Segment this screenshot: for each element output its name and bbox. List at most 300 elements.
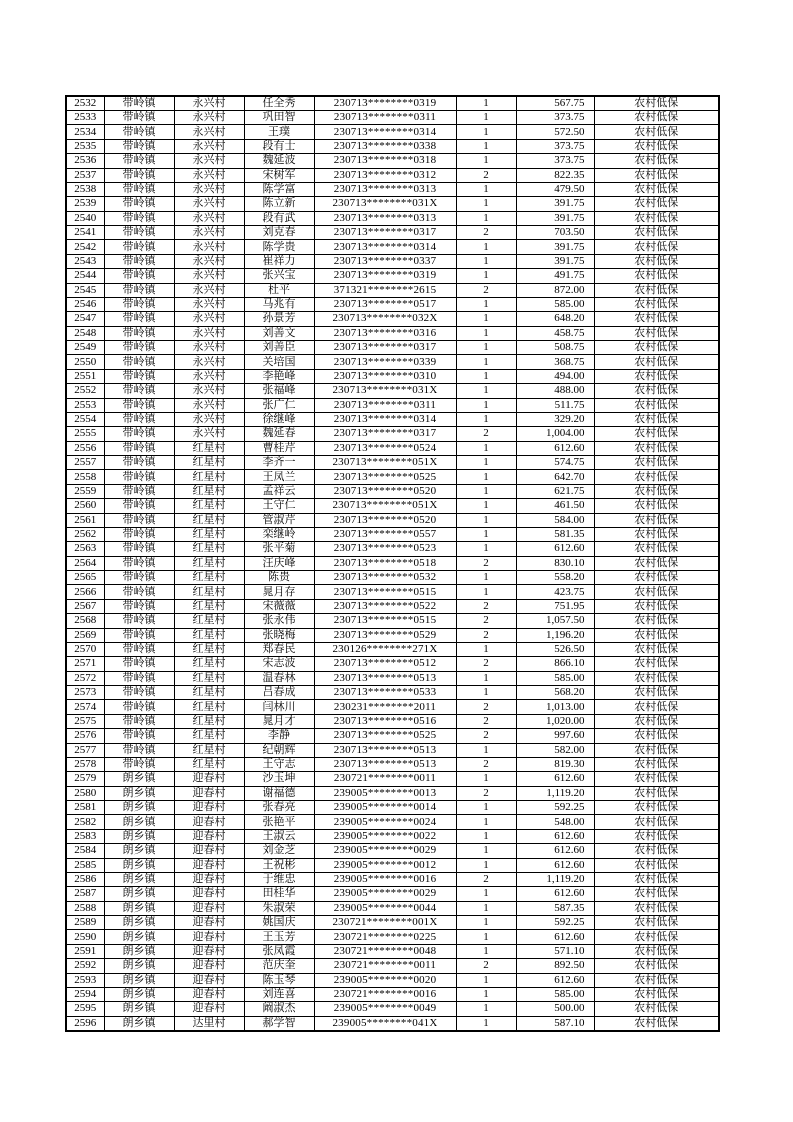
- table-row: [66, 743, 719, 757]
- table-row: [66, 757, 719, 771]
- cell-village: 迎春村: [174, 772, 244, 786]
- cell-town: 带岭镇: [104, 585, 174, 599]
- cell-id: 230231********2011: [314, 700, 456, 714]
- cell-id: 230713********0515: [314, 614, 456, 628]
- cell-category: 农村低保: [594, 297, 719, 311]
- cell-amount: 479.50: [516, 182, 594, 196]
- table-row: [66, 240, 719, 254]
- cell-category: 农村低保: [594, 269, 719, 283]
- cell-amount: 612.60: [516, 441, 594, 455]
- cell-count: 2: [456, 168, 516, 182]
- cell-seq: 2566: [66, 585, 104, 599]
- table-row: [66, 369, 719, 383]
- cell-count: 2: [456, 427, 516, 441]
- table-row: [66, 556, 719, 570]
- cell-id: 230713********0313: [314, 211, 456, 225]
- cell-id: 230713********0319: [314, 96, 456, 111]
- cell-id: 239005********0044: [314, 901, 456, 915]
- table-row: [66, 686, 719, 700]
- cell-town: 朗乡镇: [104, 973, 174, 987]
- cell-name: 张福峰: [244, 384, 314, 398]
- cell-seq: 2547: [66, 312, 104, 326]
- cell-amount: 1,119.20: [516, 872, 594, 886]
- cell-category: 农村低保: [594, 427, 719, 441]
- cell-id: 230713********0319: [314, 269, 456, 283]
- cell-name: 管淑芹: [244, 513, 314, 527]
- cell-category: 农村低保: [594, 801, 719, 815]
- cell-category: 农村低保: [594, 714, 719, 728]
- cell-category: 农村低保: [594, 686, 719, 700]
- table-row: [66, 585, 719, 599]
- cell-village: 迎春村: [174, 786, 244, 800]
- cell-town: 带岭镇: [104, 642, 174, 656]
- cell-town: 朗乡镇: [104, 829, 174, 843]
- cell-count: 1: [456, 513, 516, 527]
- cell-seq: 2562: [66, 527, 104, 541]
- cell-name: 姚国庆: [244, 916, 314, 930]
- cell-town: 带岭镇: [104, 513, 174, 527]
- cell-village: 红星村: [174, 743, 244, 757]
- cell-village: 迎春村: [174, 916, 244, 930]
- cell-category: 农村低保: [594, 944, 719, 958]
- cell-count: 1: [456, 542, 516, 556]
- cell-name: 温春林: [244, 671, 314, 685]
- cell-name: 刘善文: [244, 326, 314, 340]
- cell-seq: 2534: [66, 125, 104, 139]
- cell-category: 农村低保: [594, 887, 719, 901]
- cell-seq: 2568: [66, 614, 104, 628]
- cell-category: 农村低保: [594, 154, 719, 168]
- cell-seq: 2586: [66, 872, 104, 886]
- cell-count: 1: [456, 154, 516, 168]
- cell-category: 农村低保: [594, 628, 719, 642]
- cell-id: 239005********0024: [314, 815, 456, 829]
- cell-seq: 2595: [66, 1002, 104, 1016]
- cell-id: 230721********0011: [314, 772, 456, 786]
- cell-count: 1: [456, 743, 516, 757]
- cell-name: 郝学智: [244, 1016, 314, 1031]
- cell-amount: 822.35: [516, 168, 594, 182]
- cell-name: 张永伟: [244, 614, 314, 628]
- cell-count: 1: [456, 801, 516, 815]
- cell-town: 带岭镇: [104, 628, 174, 642]
- cell-count: 2: [456, 657, 516, 671]
- cell-amount: 391.75: [516, 240, 594, 254]
- cell-count: 1: [456, 829, 516, 843]
- cell-village: 永兴村: [174, 125, 244, 139]
- cell-count: 2: [456, 283, 516, 297]
- cell-seq: 2536: [66, 154, 104, 168]
- table-row: [66, 297, 719, 311]
- cell-village: 永兴村: [174, 283, 244, 297]
- cell-name: 阚淑杰: [244, 1002, 314, 1016]
- cell-seq: 2542: [66, 240, 104, 254]
- cell-category: 农村低保: [594, 341, 719, 355]
- cell-count: 1: [456, 398, 516, 412]
- cell-count: 1: [456, 269, 516, 283]
- table-row: [66, 887, 719, 901]
- cell-seq: 2544: [66, 269, 104, 283]
- cell-seq: 2550: [66, 355, 104, 369]
- cell-seq: 2583: [66, 829, 104, 843]
- cell-village: 永兴村: [174, 297, 244, 311]
- cell-count: 2: [456, 757, 516, 771]
- cell-village: 红星村: [174, 585, 244, 599]
- cell-id: 230713********0516: [314, 714, 456, 728]
- table-row: [66, 527, 719, 541]
- cell-village: 迎春村: [174, 815, 244, 829]
- cell-count: 2: [456, 714, 516, 728]
- cell-village: 迎春村: [174, 973, 244, 987]
- cell-name: 闫林川: [244, 700, 314, 714]
- cell-village: 红星村: [174, 729, 244, 743]
- cell-id: 230713********031X: [314, 384, 456, 398]
- cell-amount: 648.20: [516, 312, 594, 326]
- cell-count: 1: [456, 987, 516, 1001]
- cell-category: 农村低保: [594, 743, 719, 757]
- cell-village: 永兴村: [174, 96, 244, 111]
- cell-village: 红星村: [174, 599, 244, 613]
- cell-category: 农村低保: [594, 226, 719, 240]
- cell-village: 红星村: [174, 642, 244, 656]
- cell-name: 张艳平: [244, 815, 314, 829]
- cell-village: 红星村: [174, 657, 244, 671]
- cell-seq: 2582: [66, 815, 104, 829]
- cell-town: 带岭镇: [104, 542, 174, 556]
- cell-town: 朗乡镇: [104, 872, 174, 886]
- cell-town: 带岭镇: [104, 312, 174, 326]
- cell-category: 农村低保: [594, 499, 719, 513]
- cell-seq: 2572: [66, 671, 104, 685]
- cell-village: 红星村: [174, 671, 244, 685]
- cell-village: 永兴村: [174, 326, 244, 340]
- cell-town: 带岭镇: [104, 240, 174, 254]
- table-row: [66, 355, 719, 369]
- cell-count: 1: [456, 470, 516, 484]
- cell-name: 张凤霞: [244, 944, 314, 958]
- cell-id: 230721********0011: [314, 959, 456, 973]
- cell-seq: 2574: [66, 700, 104, 714]
- cell-count: 1: [456, 312, 516, 326]
- cell-name: 栾继岭: [244, 527, 314, 541]
- cell-name: 孙景芳: [244, 312, 314, 326]
- cell-village: 永兴村: [174, 341, 244, 355]
- cell-id: 230713********0529: [314, 628, 456, 642]
- cell-count: 1: [456, 96, 516, 111]
- cell-amount: 500.00: [516, 1002, 594, 1016]
- cell-category: 农村低保: [594, 987, 719, 1001]
- cell-town: 带岭镇: [104, 168, 174, 182]
- cell-seq: 2571: [66, 657, 104, 671]
- cell-name: 宋薇薇: [244, 599, 314, 613]
- cell-town: 带岭镇: [104, 427, 174, 441]
- cell-amount: 1,004.00: [516, 427, 594, 441]
- cell-seq: 2554: [66, 412, 104, 426]
- cell-id: 230713********051X: [314, 456, 456, 470]
- table-row: [66, 858, 719, 872]
- cell-town: 朗乡镇: [104, 1016, 174, 1031]
- cell-village: 迎春村: [174, 801, 244, 815]
- cell-count: 1: [456, 111, 516, 125]
- cell-town: 带岭镇: [104, 470, 174, 484]
- cell-seq: 2577: [66, 743, 104, 757]
- cell-village: 红星村: [174, 628, 244, 642]
- cell-id: 230713********0314: [314, 412, 456, 426]
- benefits-table: [65, 95, 720, 1032]
- cell-amount: 423.75: [516, 585, 594, 599]
- cell-name: 王淑云: [244, 829, 314, 843]
- cell-amount: 892.50: [516, 959, 594, 973]
- table-row: [66, 729, 719, 743]
- cell-amount: 612.60: [516, 772, 594, 786]
- cell-amount: 574.75: [516, 456, 594, 470]
- table-row: [66, 844, 719, 858]
- cell-name: 纪朝辉: [244, 743, 314, 757]
- table-row: [66, 987, 719, 1001]
- cell-village: 红星村: [174, 470, 244, 484]
- cell-name: 关培国: [244, 355, 314, 369]
- cell-village: 永兴村: [174, 355, 244, 369]
- cell-town: 朗乡镇: [104, 844, 174, 858]
- cell-seq: 2576: [66, 729, 104, 743]
- cell-town: 朗乡镇: [104, 901, 174, 915]
- cell-village: 迎春村: [174, 858, 244, 872]
- cell-count: 1: [456, 671, 516, 685]
- cell-village: 迎春村: [174, 829, 244, 843]
- cell-id: 239005********0016: [314, 872, 456, 886]
- table-row: [66, 254, 719, 268]
- cell-amount: 612.60: [516, 858, 594, 872]
- cell-seq: 2555: [66, 427, 104, 441]
- cell-seq: 2552: [66, 384, 104, 398]
- cell-amount: 373.75: [516, 139, 594, 153]
- table-row: [66, 671, 719, 685]
- cell-seq: 2565: [66, 571, 104, 585]
- cell-amount: 391.75: [516, 197, 594, 211]
- cell-village: 迎春村: [174, 887, 244, 901]
- cell-village: 永兴村: [174, 168, 244, 182]
- cell-seq: 2532: [66, 96, 104, 111]
- cell-category: 农村低保: [594, 556, 719, 570]
- cell-category: 农村低保: [594, 571, 719, 585]
- table-row: [66, 513, 719, 527]
- table-row: [66, 916, 719, 930]
- cell-town: 带岭镇: [104, 398, 174, 412]
- table-row: [66, 628, 719, 642]
- table-row: [66, 456, 719, 470]
- cell-town: 带岭镇: [104, 154, 174, 168]
- cell-town: 朗乡镇: [104, 944, 174, 958]
- cell-seq: 2579: [66, 772, 104, 786]
- cell-count: 1: [456, 844, 516, 858]
- cell-id: 230713********0314: [314, 240, 456, 254]
- cell-count: 2: [456, 628, 516, 642]
- cell-village: 红星村: [174, 456, 244, 470]
- cell-town: 带岭镇: [104, 499, 174, 513]
- table-row: [66, 412, 719, 426]
- cell-seq: 2596: [66, 1016, 104, 1031]
- cell-amount: 612.60: [516, 542, 594, 556]
- table-row: [66, 168, 719, 182]
- cell-count: 2: [456, 959, 516, 973]
- cell-name: 段有士: [244, 139, 314, 153]
- cell-name: 田桂华: [244, 887, 314, 901]
- cell-town: 朗乡镇: [104, 1002, 174, 1016]
- cell-count: 1: [456, 858, 516, 872]
- cell-village: 红星村: [174, 527, 244, 541]
- cell-amount: 997.60: [516, 729, 594, 743]
- cell-id: 230713********0339: [314, 355, 456, 369]
- cell-category: 农村低保: [594, 470, 719, 484]
- cell-name: 沙玉坤: [244, 772, 314, 786]
- cell-seq: 2584: [66, 844, 104, 858]
- cell-amount: 491.75: [516, 269, 594, 283]
- cell-town: 带岭镇: [104, 139, 174, 153]
- cell-seq: 2541: [66, 226, 104, 240]
- cell-category: 农村低保: [594, 671, 719, 685]
- table-row: [66, 341, 719, 355]
- cell-id: 239005********0013: [314, 786, 456, 800]
- cell-name: 刘连喜: [244, 987, 314, 1001]
- cell-seq: 2535: [66, 139, 104, 153]
- cell-name: 晁月才: [244, 714, 314, 728]
- cell-category: 农村低保: [594, 96, 719, 111]
- cell-count: 1: [456, 369, 516, 383]
- cell-category: 农村低保: [594, 513, 719, 527]
- cell-category: 农村低保: [594, 211, 719, 225]
- table-row: [66, 326, 719, 340]
- cell-category: 农村低保: [594, 139, 719, 153]
- cell-amount: 508.75: [516, 341, 594, 355]
- cell-category: 农村低保: [594, 930, 719, 944]
- cell-name: 刘善臣: [244, 341, 314, 355]
- cell-seq: 2558: [66, 470, 104, 484]
- table-row: [66, 642, 719, 656]
- cell-count: 1: [456, 1002, 516, 1016]
- cell-village: 永兴村: [174, 384, 244, 398]
- cell-count: 1: [456, 355, 516, 369]
- cell-village: 永兴村: [174, 226, 244, 240]
- cell-seq: 2548: [66, 326, 104, 340]
- cell-name: 谢福德: [244, 786, 314, 800]
- cell-village: 永兴村: [174, 398, 244, 412]
- cell-amount: 587.35: [516, 901, 594, 915]
- cell-amount: 568.20: [516, 686, 594, 700]
- cell-seq: 2551: [66, 369, 104, 383]
- table-row: [66, 484, 719, 498]
- table-row: [66, 657, 719, 671]
- cell-village: 永兴村: [174, 427, 244, 441]
- cell-count: 1: [456, 1016, 516, 1031]
- cell-village: 红星村: [174, 614, 244, 628]
- cell-id: 239005********0020: [314, 973, 456, 987]
- cell-name: 王祝彬: [244, 858, 314, 872]
- cell-id: 230721********0225: [314, 930, 456, 944]
- cell-category: 农村低保: [594, 441, 719, 455]
- cell-name: 刘金芝: [244, 844, 314, 858]
- cell-seq: 2590: [66, 930, 104, 944]
- cell-amount: 548.00: [516, 815, 594, 829]
- cell-category: 农村低保: [594, 729, 719, 743]
- cell-town: 带岭镇: [104, 714, 174, 728]
- cell-category: 农村低保: [594, 973, 719, 987]
- cell-id: 230713********0310: [314, 369, 456, 383]
- cell-village: 永兴村: [174, 182, 244, 196]
- cell-name: 任全秀: [244, 96, 314, 111]
- cell-amount: 592.25: [516, 916, 594, 930]
- table-row: [66, 959, 719, 973]
- cell-name: 李静: [244, 729, 314, 743]
- table-row: [66, 1002, 719, 1016]
- cell-seq: 2546: [66, 297, 104, 311]
- cell-town: 带岭镇: [104, 125, 174, 139]
- cell-amount: 391.75: [516, 254, 594, 268]
- cell-amount: 872.00: [516, 283, 594, 297]
- cell-amount: 581.35: [516, 527, 594, 541]
- table-row: [66, 269, 719, 283]
- cell-count: 1: [456, 973, 516, 987]
- cell-town: 朗乡镇: [104, 930, 174, 944]
- cell-village: 永兴村: [174, 139, 244, 153]
- cell-village: 红星村: [174, 441, 244, 455]
- table-row: [66, 226, 719, 240]
- cell-town: 带岭镇: [104, 297, 174, 311]
- cell-category: 农村低保: [594, 456, 719, 470]
- cell-seq: 2573: [66, 686, 104, 700]
- cell-count: 2: [456, 786, 516, 800]
- table-row: [66, 197, 719, 211]
- cell-category: 农村低保: [594, 815, 719, 829]
- cell-amount: 567.75: [516, 96, 594, 111]
- cell-count: 1: [456, 527, 516, 541]
- table-row: [66, 139, 719, 153]
- cell-id: 239005********041X: [314, 1016, 456, 1031]
- cell-name: 陈玉琴: [244, 973, 314, 987]
- cell-name: 汪庆峰: [244, 556, 314, 570]
- cell-count: 1: [456, 297, 516, 311]
- cell-id: 230713********0338: [314, 139, 456, 153]
- cell-category: 农村低保: [594, 398, 719, 412]
- cell-town: 带岭镇: [104, 326, 174, 340]
- cell-name: 于维忠: [244, 872, 314, 886]
- cell-count: 1: [456, 571, 516, 585]
- cell-id: 230713********031X: [314, 197, 456, 211]
- cell-village: 达里村: [174, 1016, 244, 1031]
- table-row: [66, 714, 719, 728]
- cell-count: 2: [456, 614, 516, 628]
- cell-village: 红星村: [174, 556, 244, 570]
- cell-town: 朗乡镇: [104, 858, 174, 872]
- cell-town: 朗乡镇: [104, 916, 174, 930]
- cell-id: 239005********0012: [314, 858, 456, 872]
- cell-category: 农村低保: [594, 283, 719, 297]
- cell-name: 张晓梅: [244, 628, 314, 642]
- cell-village: 红星村: [174, 700, 244, 714]
- cell-seq: 2559: [66, 484, 104, 498]
- cell-village: 永兴村: [174, 369, 244, 383]
- table-row: [66, 182, 719, 196]
- cell-seq: 2557: [66, 456, 104, 470]
- cell-town: 带岭镇: [104, 384, 174, 398]
- cell-category: 农村低保: [594, 355, 719, 369]
- cell-town: 带岭镇: [104, 527, 174, 541]
- cell-category: 农村低保: [594, 527, 719, 541]
- cell-seq: 2533: [66, 111, 104, 125]
- cell-seq: 2549: [66, 341, 104, 355]
- cell-id: 230713********0524: [314, 441, 456, 455]
- cell-id: 230713********0337: [314, 254, 456, 268]
- cell-town: 带岭镇: [104, 211, 174, 225]
